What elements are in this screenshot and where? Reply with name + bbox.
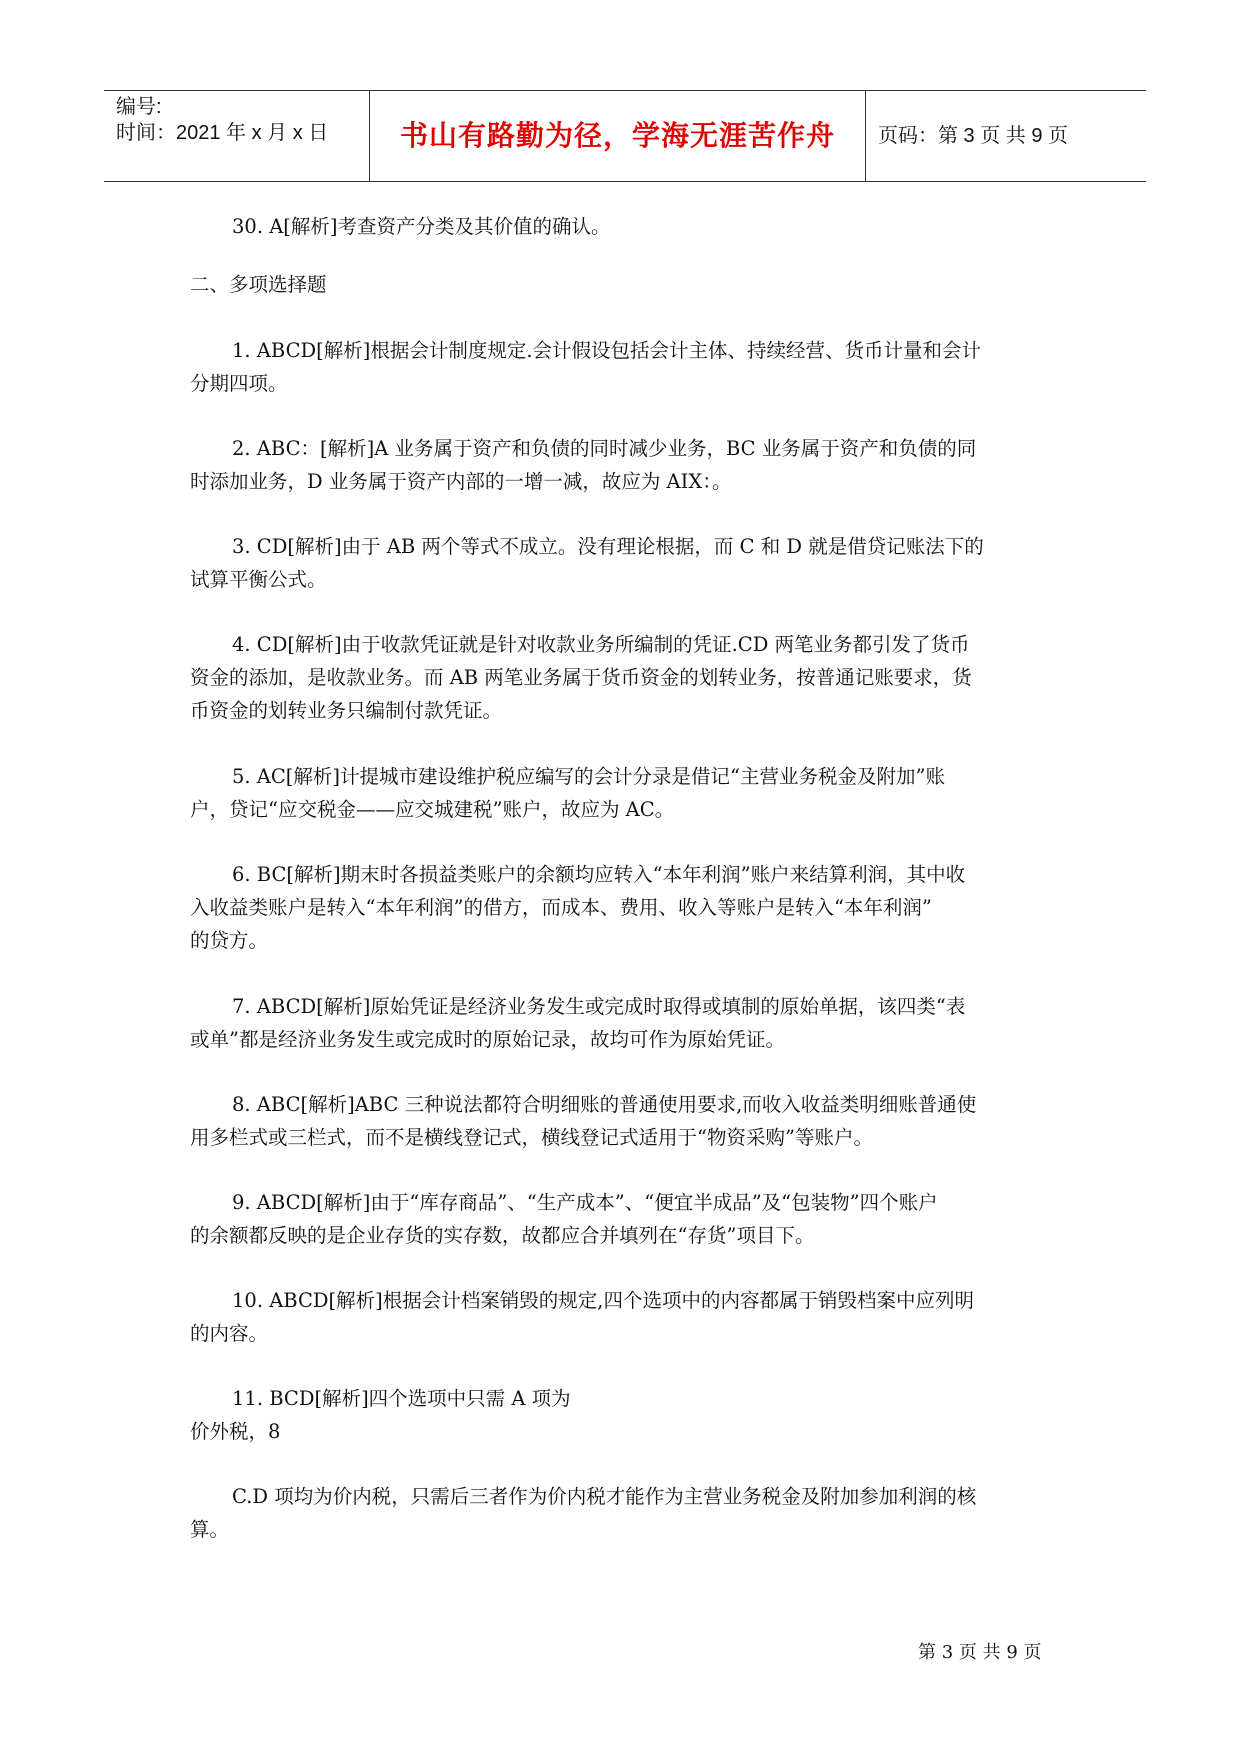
paragraph-line: 入收益类账户是转入“本年利润”的借方，而成本、费用、收入等账户是转入“本年利润” bbox=[190, 896, 932, 919]
paragraph-line: 分期四项。 bbox=[190, 372, 288, 395]
paragraph-line: 4. CD[解析]由于收款凭证就是针对收款业务所编制的凭证.CD 两笔业务都引发了货币 bbox=[232, 633, 970, 656]
paragraph-line: 户，贷记“应交税金——应交城建税”账户，故应为 AC。 bbox=[190, 798, 675, 821]
paragraph-line: 2. ABC：[解析]A 业务属于资产和负债的同时减少业务，BC 业务属于资产和负债的同 bbox=[232, 437, 977, 460]
header-motto-cell bbox=[370, 91, 866, 181]
paragraph-line: C.D 项均为价内税，只需后三者作为价内税才能作为主营业务税金及附加参加利润的核 bbox=[232, 1485, 977, 1508]
paragraph-line: 1. ABCD[解析]根据会计制度规定.会计假设包括会计主体、持续经营、货币计量和会计 bbox=[232, 339, 982, 362]
section-title bbox=[190, 268, 1064, 301]
paragraph-line: 5. AC[解析]计提城市建设维护税应编写的会计分录是借记“主营业务税金及附加”账 bbox=[232, 765, 945, 788]
paragraph-line: 10. ABCD[解析]根据会计档案销毁的规定,四个选项中的内容都属于销毁档案中应列明 bbox=[232, 1289, 974, 1312]
paragraph-line: 算。 bbox=[190, 1518, 230, 1541]
answer-m2 bbox=[190, 432, 1064, 498]
paragraph-line: 试算平衡公式。 bbox=[190, 568, 327, 591]
paragraph-line: 资金的添加，是收款业务。而 AB 两笔业务属于货币资金的划转业务，按普通记账要求，货 bbox=[190, 666, 972, 689]
answer-m11 bbox=[190, 1382, 1064, 1448]
answer-m10 bbox=[190, 1284, 1064, 1350]
paragraph-line: 的内容。 bbox=[190, 1322, 269, 1345]
header-page-cell bbox=[866, 91, 1146, 181]
paragraph-line: 的余额都反映的是企业存货的实存数，故都应合并填列在“存货”项目下。 bbox=[190, 1224, 815, 1247]
header-info bbox=[104, 91, 370, 181]
header-page-label: 页码：第 3 页 共 9 页 bbox=[878, 125, 1069, 147]
page-footer: 第 3 页 共 9 页 bbox=[918, 1642, 1042, 1663]
paragraph-line: 7. ABCD[解析]原始凭证是经济业务发生或完成时取得或填制的原始单据，该四类“表 bbox=[232, 995, 966, 1018]
document-time-label: 时间：2021 年 x 月 x 日 bbox=[116, 122, 329, 144]
paragraph-line: 9. ABCD[解析]由于“库存商品”、“生产成本”、“便宜半成品”及“包装物”四个账户 bbox=[232, 1191, 938, 1214]
section-title-text: 二、多项选择题 bbox=[190, 273, 327, 296]
paragraph-line: 11. BCD[解析]四个选项中只需 A 项为 bbox=[232, 1387, 571, 1410]
paragraph-line: 的贷方。 bbox=[190, 929, 269, 952]
paragraph-line: 币资金的划转业务只编制付款凭证。 bbox=[190, 699, 503, 722]
answer-m11-continued bbox=[190, 1480, 1064, 1546]
paragraph-line: 30. A[解析]考查资产分类及其价值的确认。 bbox=[232, 215, 611, 238]
answer-m7 bbox=[190, 990, 1064, 1056]
paragraph-line: 6. BC[解析]期末时各损益类账户的余额均应转入“本年利润”账户来结算利润，其中收 bbox=[232, 863, 966, 886]
paragraph-line: 3. CD[解析]由于 AB 两个等式不成立。没有理论根据，而 C 和 D 就是借贷记账法下的 bbox=[232, 535, 984, 558]
answer-m1 bbox=[190, 334, 1064, 400]
answer-m9 bbox=[190, 1186, 1064, 1252]
paragraph-line: 用多栏式或三栏式，而不是横线登记式，横线登记式适用于“物资采购”等账户。 bbox=[190, 1126, 873, 1149]
answer-m8 bbox=[190, 1088, 1064, 1154]
paragraph-line: 或单”都是经济业务发生或完成时的原始记录，故均可作为原始凭证。 bbox=[190, 1028, 785, 1051]
page-header bbox=[104, 90, 1146, 182]
paragraph-line: 8. ABC[解析]ABC 三种说法都符合明细账的普通使用要求,而收入收益类明细账普通使 bbox=[232, 1093, 977, 1116]
answer-m3 bbox=[190, 530, 1064, 596]
answer-m5 bbox=[190, 760, 1064, 826]
answer-m6 bbox=[190, 858, 1064, 957]
header-motto: 书山有路勤为径，学海无涯苦作舟 bbox=[399, 119, 835, 152]
answer-m4 bbox=[190, 628, 1064, 727]
document-number-label: 编号: bbox=[116, 96, 162, 118]
paragraph-line: 价外税，8 bbox=[190, 1420, 281, 1443]
paragraph-line: 时添加业务，D 业务属于资产内部的一增一减，故应为 AIX：。 bbox=[190, 470, 732, 493]
answer-30 bbox=[190, 210, 1064, 243]
